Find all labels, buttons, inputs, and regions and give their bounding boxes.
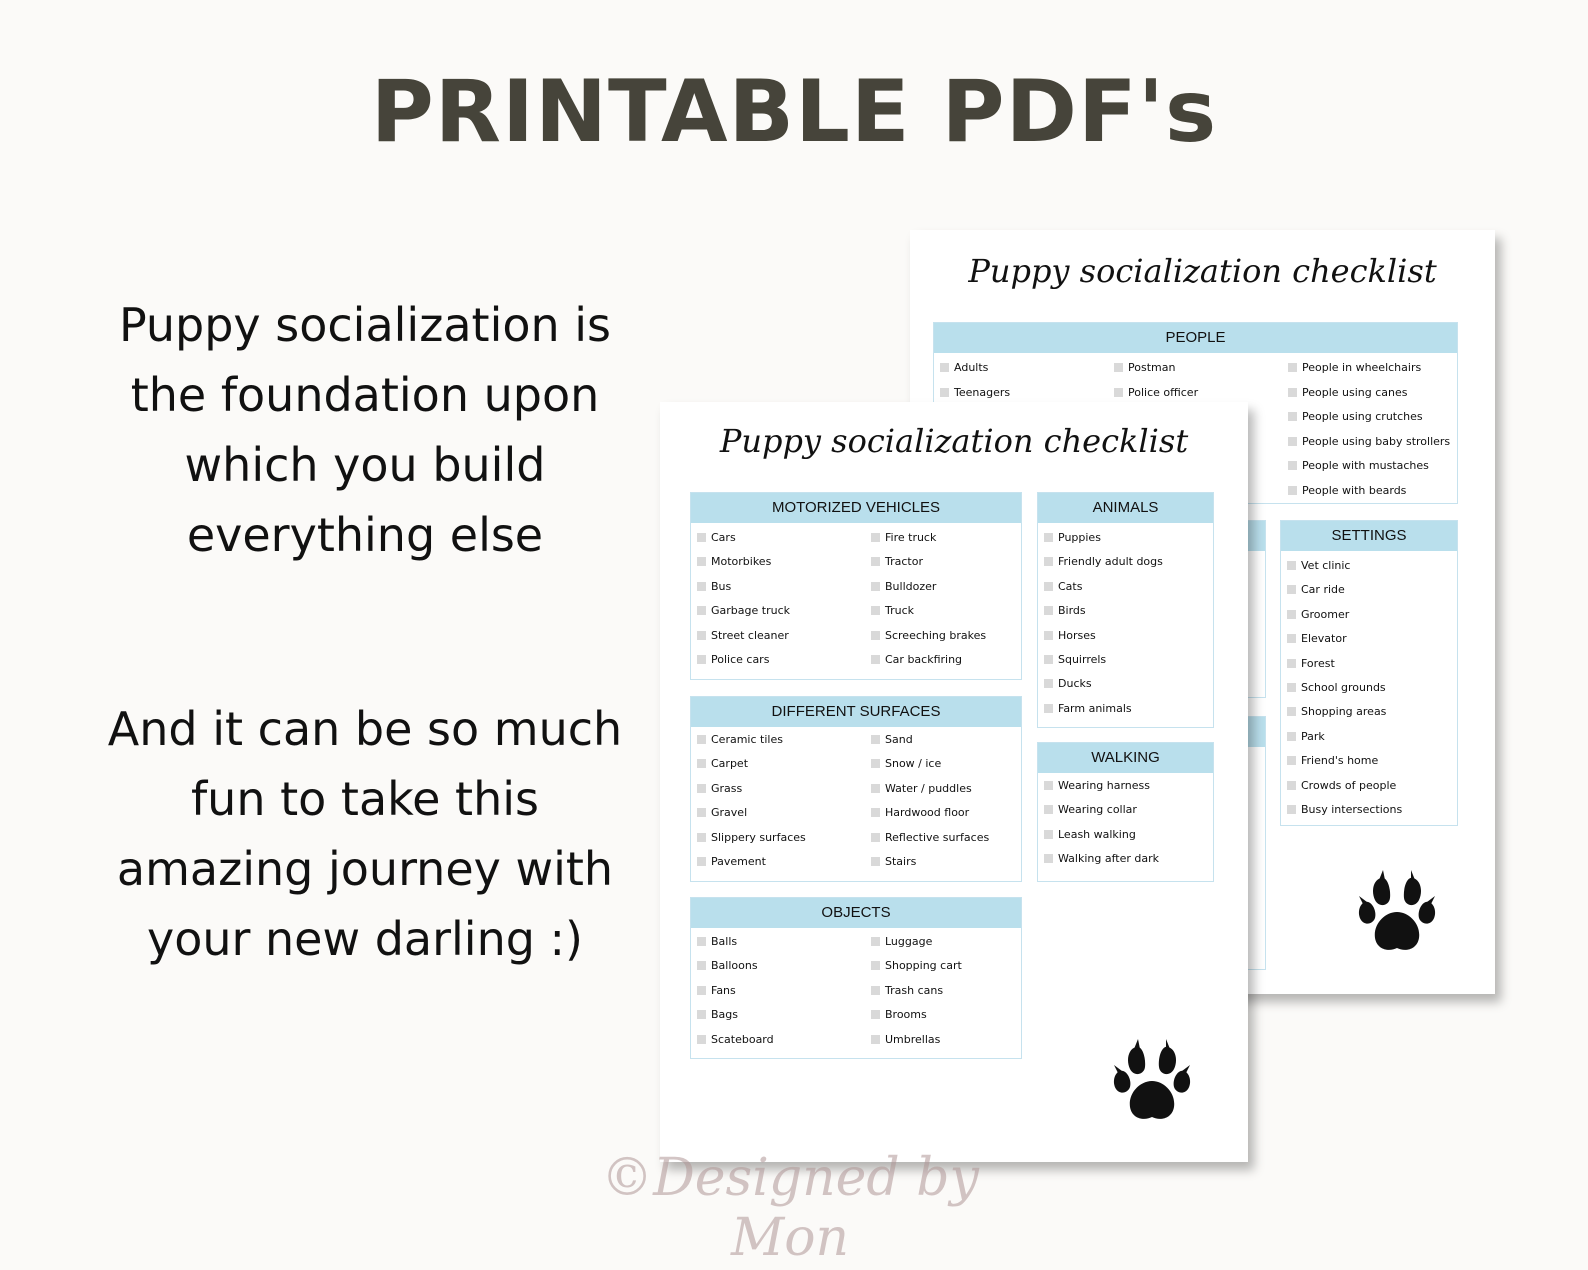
checklist-item xyxy=(697,806,747,820)
checklist-item xyxy=(1288,484,1406,498)
checklist-item xyxy=(1287,779,1396,793)
checkbox-icon[interactable] xyxy=(1044,631,1053,640)
checkbox-icon[interactable] xyxy=(871,582,880,591)
checklist-item-label: Shopping cart xyxy=(885,959,962,973)
checklist-item xyxy=(871,531,936,545)
checkbox-icon[interactable] xyxy=(1044,830,1053,839)
checkbox-icon[interactable] xyxy=(697,1010,706,1019)
checklist-item xyxy=(697,555,771,569)
checklist-item xyxy=(871,629,986,643)
checklist-item-label: People using crutches xyxy=(1302,410,1423,423)
checkbox-icon[interactable] xyxy=(1044,533,1053,542)
checklist-item xyxy=(871,604,914,618)
checklist-item xyxy=(1044,580,1082,594)
checklist-item-label: Truck xyxy=(885,604,915,618)
checklist-item-label: People with mustaches xyxy=(1302,459,1429,472)
checklist-item-label: Birds xyxy=(1058,604,1086,618)
checklist-item xyxy=(1114,361,1175,375)
paw-print-icon xyxy=(1355,868,1439,958)
checklist-item xyxy=(871,555,923,569)
checklist-item-label: Ducks xyxy=(1058,677,1092,691)
checkbox-icon[interactable] xyxy=(697,808,706,817)
paw-print-icon xyxy=(1110,1037,1194,1127)
checkbox-icon[interactable] xyxy=(1287,585,1296,594)
checklist-item xyxy=(697,855,766,869)
checkbox-icon[interactable] xyxy=(1287,781,1296,790)
checkbox-icon[interactable] xyxy=(1044,557,1053,566)
checklist-item-label: Leash walking xyxy=(1058,827,1136,841)
checklist-item xyxy=(1288,361,1421,375)
checkbox-icon[interactable] xyxy=(940,363,949,372)
checklist-item xyxy=(697,1008,738,1022)
checklist-item xyxy=(1114,386,1198,400)
checklist-item xyxy=(697,733,783,747)
checklist-item xyxy=(697,757,748,771)
checklist-item xyxy=(697,959,758,973)
checklist-item-label: Reflective surfaces xyxy=(885,830,990,844)
checklist-item xyxy=(871,580,936,594)
checkbox-icon[interactable] xyxy=(871,606,880,615)
checklist-item-label: Fans xyxy=(711,983,736,997)
checkbox-icon[interactable] xyxy=(1288,363,1297,372)
checklist-item-label: Friendly adult dogs xyxy=(1058,555,1163,569)
intro-line: Puppy socialization is xyxy=(118,298,612,352)
checklist-item xyxy=(871,984,943,998)
sheet-title: Puppy socialization checklist xyxy=(719,422,1189,460)
checkbox-icon[interactable] xyxy=(697,937,706,946)
checklist-item-label: Fire truck xyxy=(885,531,937,544)
checklist-item xyxy=(1044,629,1096,643)
checklist-item xyxy=(1044,653,1106,667)
checkbox-icon[interactable] xyxy=(1288,412,1297,421)
checklist-item-label: Water / puddles xyxy=(885,781,972,795)
checklist-item xyxy=(697,1033,774,1047)
fun-line: fun to take this xyxy=(190,772,539,826)
checklist-item xyxy=(1044,555,1163,569)
intro-line: the foundation upon xyxy=(130,368,600,422)
checklist-item xyxy=(871,757,941,771)
checkbox-icon[interactable] xyxy=(871,808,880,817)
checkbox-icon[interactable] xyxy=(697,735,706,744)
checklist-item-label: Pavement xyxy=(711,855,766,868)
checklist-item xyxy=(1287,681,1386,695)
checklist-item-label: Garbage truck xyxy=(711,604,790,618)
checklist-item-label: Squirrels xyxy=(1058,653,1107,666)
checkbox-icon[interactable] xyxy=(871,857,880,866)
checkbox-icon[interactable] xyxy=(1288,486,1297,495)
checklist-item-label: People with beards xyxy=(1302,483,1407,497)
checklist-item-label: Cars xyxy=(711,531,736,544)
checkbox-icon[interactable] xyxy=(1287,561,1296,570)
checklist-item xyxy=(697,831,806,845)
checklist-item xyxy=(1287,730,1325,744)
checklist-item xyxy=(1288,435,1450,449)
intro-text xyxy=(70,290,660,570)
checklist-item-label: Vet clinic xyxy=(1301,559,1351,572)
checkbox-icon[interactable] xyxy=(1287,707,1296,716)
checklist-item xyxy=(1044,803,1137,817)
checkbox-icon[interactable] xyxy=(697,1035,706,1044)
checkbox-icon[interactable] xyxy=(1287,756,1296,765)
checklist-item-label: Sand xyxy=(885,733,913,746)
checklist-item-label: Street cleaner xyxy=(711,628,789,642)
checklist-item-label: Walking after dark xyxy=(1058,852,1159,866)
checkbox-icon[interactable] xyxy=(1287,805,1296,814)
checklist-item-label: Motorbikes xyxy=(711,555,772,569)
checkbox-icon[interactable] xyxy=(871,1010,880,1019)
fun-line: And it can be so much xyxy=(107,702,623,756)
checklist-item-label: Bags xyxy=(711,1008,739,1022)
checkbox-icon[interactable] xyxy=(697,631,706,640)
checklist-item-label: Hardwood floor xyxy=(885,806,970,820)
checkbox-icon[interactable] xyxy=(1287,659,1296,668)
checkbox-icon[interactable] xyxy=(697,986,706,995)
checkbox-icon[interactable] xyxy=(871,937,880,946)
checklist-item-label: Forest xyxy=(1301,656,1335,670)
checkbox-icon[interactable] xyxy=(1114,363,1123,372)
checklist-item-label: Police officer xyxy=(1128,385,1199,399)
checklist-item-label: Grass xyxy=(711,781,743,795)
section-objects xyxy=(690,897,1022,1059)
checklist-item-label: Cats xyxy=(1058,579,1083,593)
checklist-item xyxy=(871,806,969,820)
checklist-item-label: Car ride xyxy=(1301,583,1345,597)
checkbox-icon[interactable] xyxy=(1044,655,1053,664)
section-motorized-vehicles xyxy=(690,492,1022,680)
checklist-item-label: School grounds xyxy=(1301,681,1386,694)
checklist-item-label: Crowds of people xyxy=(1301,778,1397,792)
checklist-item xyxy=(1287,632,1347,646)
checklist-item-label: Slippery surfaces xyxy=(711,830,806,844)
watermark: ©Designed by Mon xyxy=(601,1148,979,1268)
checklist-item xyxy=(1044,677,1092,691)
checklist-item-label: Screeching brakes xyxy=(885,628,987,642)
checklist-item xyxy=(871,855,916,869)
checkbox-icon[interactable] xyxy=(940,388,949,397)
checklist-item xyxy=(1288,410,1423,424)
checklist-item-label: Gravel xyxy=(711,806,748,820)
section-header: DIFFERENT SURFACES xyxy=(691,697,1021,727)
checklist-item-label: Busy intersections xyxy=(1301,803,1403,816)
checkbox-icon[interactable] xyxy=(871,1035,880,1044)
checklist-item xyxy=(697,604,790,618)
checkbox-icon[interactable] xyxy=(871,631,880,640)
checkbox-icon[interactable] xyxy=(697,961,706,970)
checklist-item xyxy=(1044,702,1132,716)
checklist-item-label: Adults xyxy=(954,361,989,374)
section-header: MOTORIZED VEHICLES xyxy=(691,493,1021,523)
section-header: WALKING xyxy=(1038,743,1213,773)
checkbox-icon[interactable] xyxy=(871,655,880,664)
checklist-item xyxy=(697,935,737,949)
checklist-item-label: Brooms xyxy=(885,1008,927,1022)
checkbox-icon[interactable] xyxy=(697,759,706,768)
checklist-item xyxy=(1287,803,1402,817)
checkbox-icon[interactable] xyxy=(1288,388,1297,397)
checkbox-icon[interactable] xyxy=(871,986,880,995)
checklist-item xyxy=(1288,459,1429,473)
checklist-item-label: Balloons xyxy=(711,959,758,973)
checkbox-icon[interactable] xyxy=(1044,704,1053,713)
section-header: SETTINGS xyxy=(1281,521,1457,551)
checklist-item-label: Postman xyxy=(1128,361,1176,374)
checkbox-icon[interactable] xyxy=(1287,683,1296,692)
checklist-item xyxy=(871,782,972,796)
checklist-item xyxy=(697,531,736,545)
checklist-item-label: Umbrellas xyxy=(885,1032,941,1046)
checkbox-icon[interactable] xyxy=(697,857,706,866)
checkbox-icon[interactable] xyxy=(871,833,880,842)
checkbox-icon[interactable] xyxy=(1287,634,1296,643)
checkbox-icon[interactable] xyxy=(697,606,706,615)
checklist-item xyxy=(1044,604,1086,618)
checklist-item-label: Stairs xyxy=(885,855,917,868)
checkbox-icon[interactable] xyxy=(871,557,880,566)
checkbox-icon[interactable] xyxy=(1288,437,1297,446)
section-header: ANIMALS xyxy=(1038,493,1213,523)
section-header: OBJECTS xyxy=(691,898,1021,928)
checkbox-icon[interactable] xyxy=(697,784,706,793)
checklist-item-label: Horses xyxy=(1058,628,1096,642)
checklist-item-label: Wearing harness xyxy=(1058,779,1151,792)
checklist-item-label: Teenagers xyxy=(954,385,1011,399)
checklist-item xyxy=(697,984,736,998)
checkbox-icon[interactable] xyxy=(1288,461,1297,470)
checklist-item xyxy=(871,653,962,667)
checklist-item xyxy=(1287,559,1350,573)
checklist-item xyxy=(697,580,731,594)
checklist-item-label: Shopping areas xyxy=(1301,705,1387,719)
checklist-item xyxy=(871,1033,940,1047)
checkbox-icon[interactable] xyxy=(1044,606,1053,615)
checklist-item-label: People using baby strollers xyxy=(1302,434,1451,448)
checklist-item-label: Friend's home xyxy=(1301,754,1379,768)
checklist-item-label: Elevator xyxy=(1301,632,1347,646)
checklist-item-label: Trash cans xyxy=(885,983,944,997)
checklist-item-label: People in wheelchairs xyxy=(1302,361,1422,374)
checkbox-icon[interactable] xyxy=(1044,805,1053,814)
checklist-sheet-front xyxy=(660,402,1248,1162)
checkbox-icon[interactable] xyxy=(1044,582,1053,591)
fun-line: amazing journey with xyxy=(116,842,614,896)
checklist-item-label: Luggage xyxy=(885,935,933,948)
checklist-item xyxy=(1044,828,1136,842)
checkbox-icon[interactable] xyxy=(871,735,880,744)
checklist-item xyxy=(1287,583,1345,597)
checkbox-icon[interactable] xyxy=(697,833,706,842)
checklist-item xyxy=(1287,608,1349,622)
checklist-item xyxy=(697,653,769,667)
checklist-item xyxy=(871,1008,927,1022)
checkbox-icon[interactable] xyxy=(1114,388,1123,397)
checklist-item-label: People using canes xyxy=(1302,385,1408,399)
checkbox-icon[interactable] xyxy=(871,961,880,970)
checklist-item xyxy=(1044,779,1150,793)
checkbox-icon[interactable] xyxy=(1044,679,1053,688)
checklist-item-label: Farm animals xyxy=(1058,701,1132,715)
checklist-item xyxy=(1287,754,1378,768)
checklist-item-label: Wearing collar xyxy=(1058,803,1137,817)
section-different-surfaces xyxy=(690,696,1022,882)
checklist-item-label: Car backfiring xyxy=(885,653,963,666)
checklist-item-label: Groomer xyxy=(1301,607,1350,621)
checkbox-icon[interactable] xyxy=(697,557,706,566)
checklist-item xyxy=(1287,705,1386,719)
checklist-item xyxy=(871,959,962,973)
section-animals xyxy=(1037,492,1214,728)
checkbox-icon[interactable] xyxy=(871,759,880,768)
checklist-item-label: Tractor xyxy=(885,555,923,569)
checklist-item xyxy=(871,733,913,747)
checkbox-icon[interactable] xyxy=(1287,732,1296,741)
checklist-item xyxy=(940,361,988,375)
checkbox-icon[interactable] xyxy=(1287,610,1296,619)
checklist-item xyxy=(697,782,742,796)
checklist-item xyxy=(1287,657,1335,671)
checkbox-icon[interactable] xyxy=(871,533,880,542)
fun-text xyxy=(70,694,660,974)
checklist-item-label: Bulldozer xyxy=(885,579,937,593)
checklist-item-label: Ceramic tiles xyxy=(711,733,783,746)
checklist-item xyxy=(1044,852,1159,866)
sheet-title: Puppy socialization checklist xyxy=(968,252,1437,290)
section-header: PEOPLE xyxy=(934,323,1457,353)
checklist-item-label: Scateboard xyxy=(711,1032,774,1046)
section-walking xyxy=(1037,742,1214,882)
checkbox-icon[interactable] xyxy=(871,784,880,793)
checklist-item-label: Puppies xyxy=(1058,531,1101,544)
page-title: PRINTABLE PDF's xyxy=(370,62,1218,162)
section-settings xyxy=(1280,520,1458,826)
checkbox-icon[interactable] xyxy=(697,582,706,591)
checklist-item xyxy=(940,386,1010,400)
checklist-item xyxy=(871,831,989,845)
checklist-item xyxy=(697,629,789,643)
checklist-item-label: Balls xyxy=(711,935,738,948)
checkbox-icon[interactable] xyxy=(697,655,706,664)
checkbox-icon[interactable] xyxy=(1044,854,1053,863)
checklist-item-label: Police cars xyxy=(711,653,770,666)
checklist-item xyxy=(1044,531,1101,545)
checklist-item xyxy=(1288,386,1408,400)
intro-line: everything else xyxy=(186,508,544,562)
checklist-item-label: Snow / ice xyxy=(885,757,942,771)
checkbox-icon[interactable] xyxy=(697,533,706,542)
intro-line: which you build xyxy=(184,438,546,492)
checklist-item-label: Park xyxy=(1301,729,1325,743)
fun-line: your new darling :) xyxy=(146,912,584,966)
checklist-item xyxy=(871,935,932,949)
checklist-item-label: Carpet xyxy=(711,757,749,771)
checkbox-icon[interactable] xyxy=(1044,781,1053,790)
checklist-item-label: Bus xyxy=(711,579,732,593)
